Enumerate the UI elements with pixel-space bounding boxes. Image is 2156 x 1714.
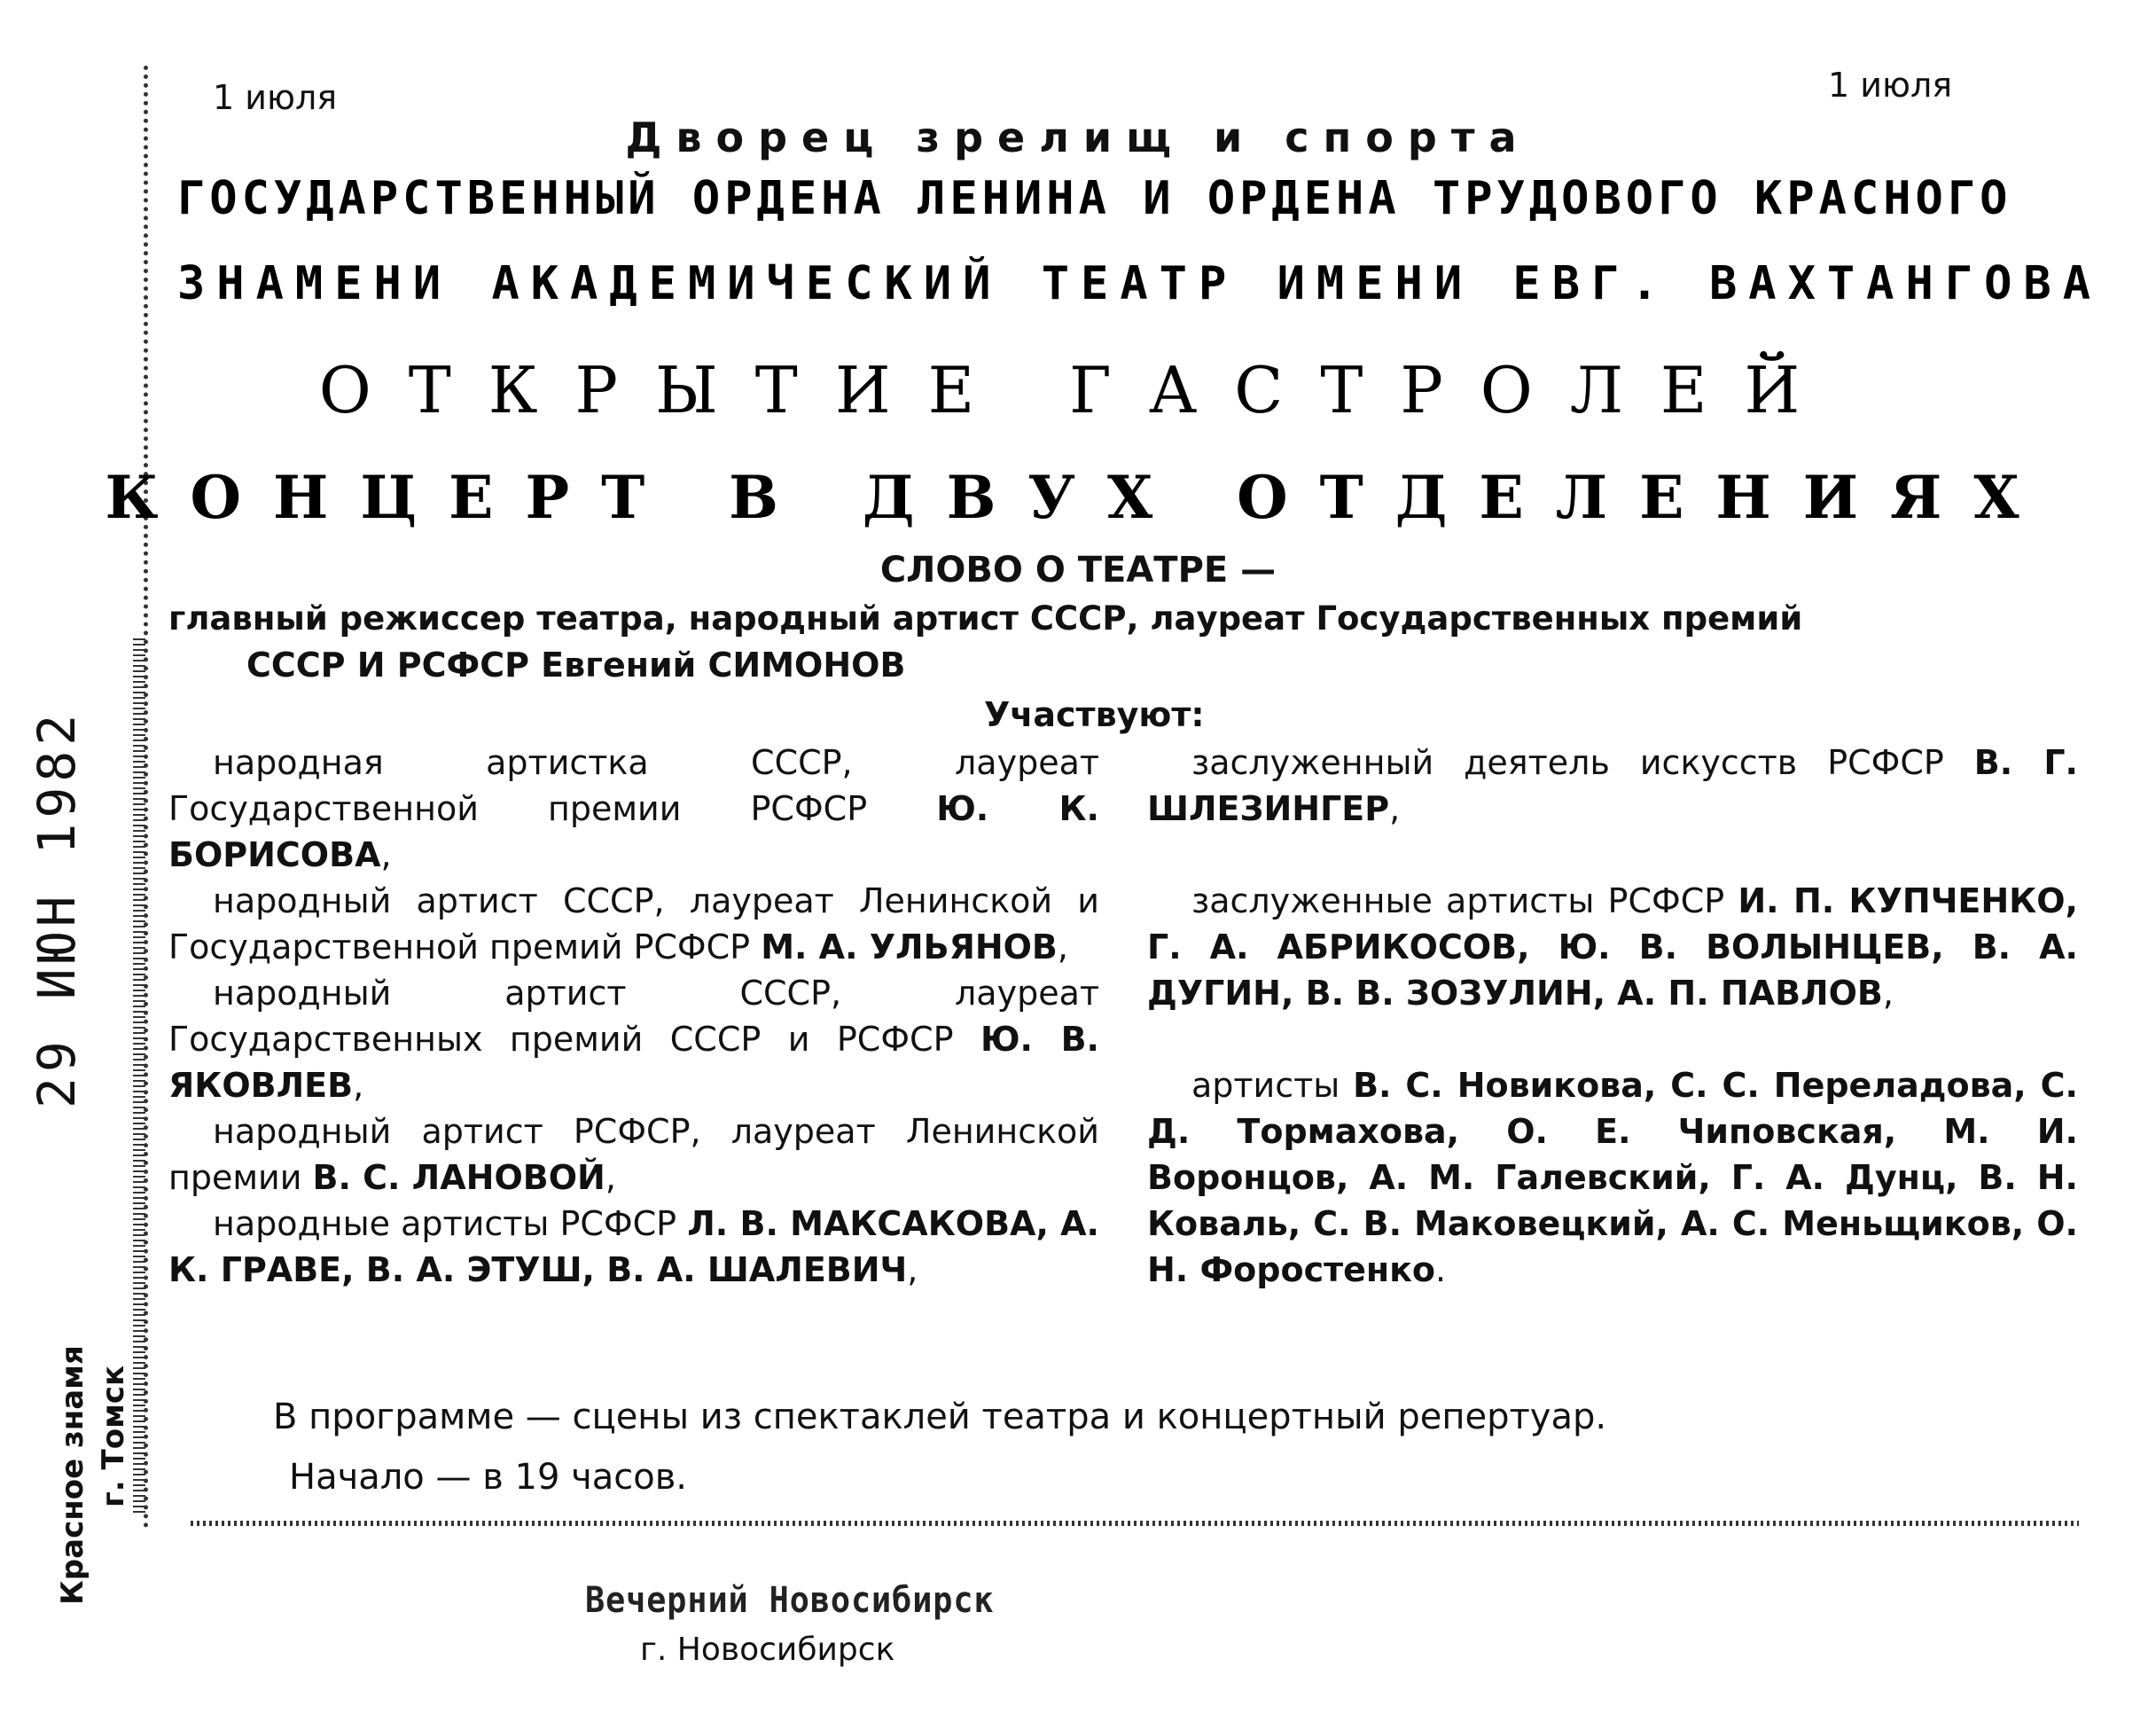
side-paper-label: Красное знамя	[55, 1345, 90, 1605]
venue-title: Дворец зрелищ и спорта	[625, 113, 1531, 161]
artist-name: И. П. КУПЧЕНКО, Г. А. АБРИКОСОВ, Ю. В. ВОЛЫНЦЕВ, В. А. ДУГИН, В. В. ЗОЗУЛИН, А. П. ПАВЛОВ	[1147, 881, 2078, 1013]
credit-entry: народный артист СССР, лауреат Государственных премий СССР и РСФСР Ю. В. ЯКОВЛЕВ,	[168, 974, 1099, 1105]
participants-heading: Участвуют:	[984, 695, 1205, 734]
right-column	[1147, 740, 2078, 1293]
artist-name: М. А. УЛЬЯНОВ	[761, 927, 1058, 967]
theatre-name-line-2: ЗНАМЕНИ АКАДЕМИЧЕСКИЙ ТЕАТР ИМЕНИ ЕВГ. ВАХТАНГОВА	[177, 257, 2103, 310]
date-left: 1 июля	[213, 78, 338, 117]
date-right: 1 июля	[1828, 66, 1953, 105]
director-name: СИМОНОВ	[707, 646, 906, 685]
start-time: Начало — в 19 часов.	[289, 1457, 688, 1498]
artist-name: В. С. ЛАНОВОЙ	[312, 1158, 605, 1197]
horizontal-dotted-rule	[191, 1521, 2079, 1526]
date-stamp: 29 ИЮН 1982	[27, 708, 87, 1108]
vertical-hatched-rule	[133, 638, 145, 1516]
director-line-2-text: СССР И РСФСР Евгений	[246, 646, 708, 685]
director-line-1: главный режиссер театра, народный артист СССР, лауреат Государственных премий	[168, 599, 1803, 638]
artist-name: В. Г. ШЛЕЗИНГЕР	[1147, 743, 2078, 828]
concert-heading: КОНЦЕРТ В ДВУХ ОТДЕЛЕНИЯХ	[105, 463, 2051, 532]
artist-name: Ю. К. БОРИСОВА	[168, 789, 1099, 874]
artist-name: В. С. Новикова, С. С. Переладова, С. Д. Тормахова, О. Е. Чиповская, М. И. Воронцов, А. М. Галевский, Г. А. Дунц, В. Н. Коваль, С. В. Маковецкий, А. С. Меньщиков, О. Н. Форостенко	[1147, 1066, 2078, 1289]
credit-entry: заслуженные артисты РСФСР И. П. КУПЧЕНКО, Г. А. АБРИКОСОВ, Ю. В. ВОЛЫНЦЕВ, В. А. ДУГИН, В. В. ЗОЗУЛИН, А. П. ПАВЛОВ,	[1147, 881, 2078, 1013]
credit-entry: народный артист РСФСР, лауреат Ленинской премии В. С. ЛАНОВОЙ,	[168, 1112, 1099, 1197]
credit-entry: народная артистка СССР, лауреат Государственной премии РСФСР Ю. К. БОРИСОВА,	[168, 743, 1099, 874]
credit-entry: народный артист СССР, лауреат Ленинской и Государственной премий РСФСР М. А. УЛЬЯНОВ,	[168, 881, 1099, 967]
side-city-label: г. Томск	[96, 1365, 131, 1507]
source-newspaper: Вечерний Новосибирск	[585, 1580, 995, 1621]
source-city: г. Новосибирск	[640, 1632, 895, 1668]
credit-entry: народные артисты РСФСР Л. В. МАКСАКОВА, А. К. ГРАВЕ, В. А. ЭТУШ, В. А. ШАЛЕВИЧ,	[168, 1204, 1099, 1289]
theatre-name-line-1: ГОСУДАРСТВЕННЫЙ ОРДЕНА ЛЕНИНА И ОРДЕНА ТРУДОВОГО КРАСНОГО	[177, 172, 2012, 225]
credit-entry: артисты В. С. Новикова, С. С. Переладова, С. Д. Тормахова, О. Е. Чиповская, М. И. Воронцов, А. М. Галевский, Г. А. Дунц, В. Н. Коваль, С. В. Маковецкий, А. С. Меньщиков, О. Н. Форостенко.	[1147, 1066, 2078, 1289]
artist-name: Л. В. МАКСАКОВА, А. К. ГРАВЕ, В. А. ЭТУШ, В. А. ШАЛЕВИЧ	[168, 1204, 1099, 1289]
program-note: В программе — сцены из спектаклей театра и концертный репертуар.	[273, 1397, 1607, 1437]
opening-heading: ОТКРЫТИЕ ГАСТРОЛЕЙ	[318, 353, 1838, 427]
artist-name: Ю. В. ЯКОВЛЕВ	[168, 1020, 1099, 1105]
credit-entry: заслуженный деятель искусств РСФСР В. Г. ШЛЕЗИНГЕР,	[1147, 743, 2078, 828]
director-line-2	[246, 642, 905, 688]
left-column	[168, 740, 1099, 1293]
word-about-theatre: СЛОВО О ТЕАТРЕ —	[879, 550, 1277, 591]
